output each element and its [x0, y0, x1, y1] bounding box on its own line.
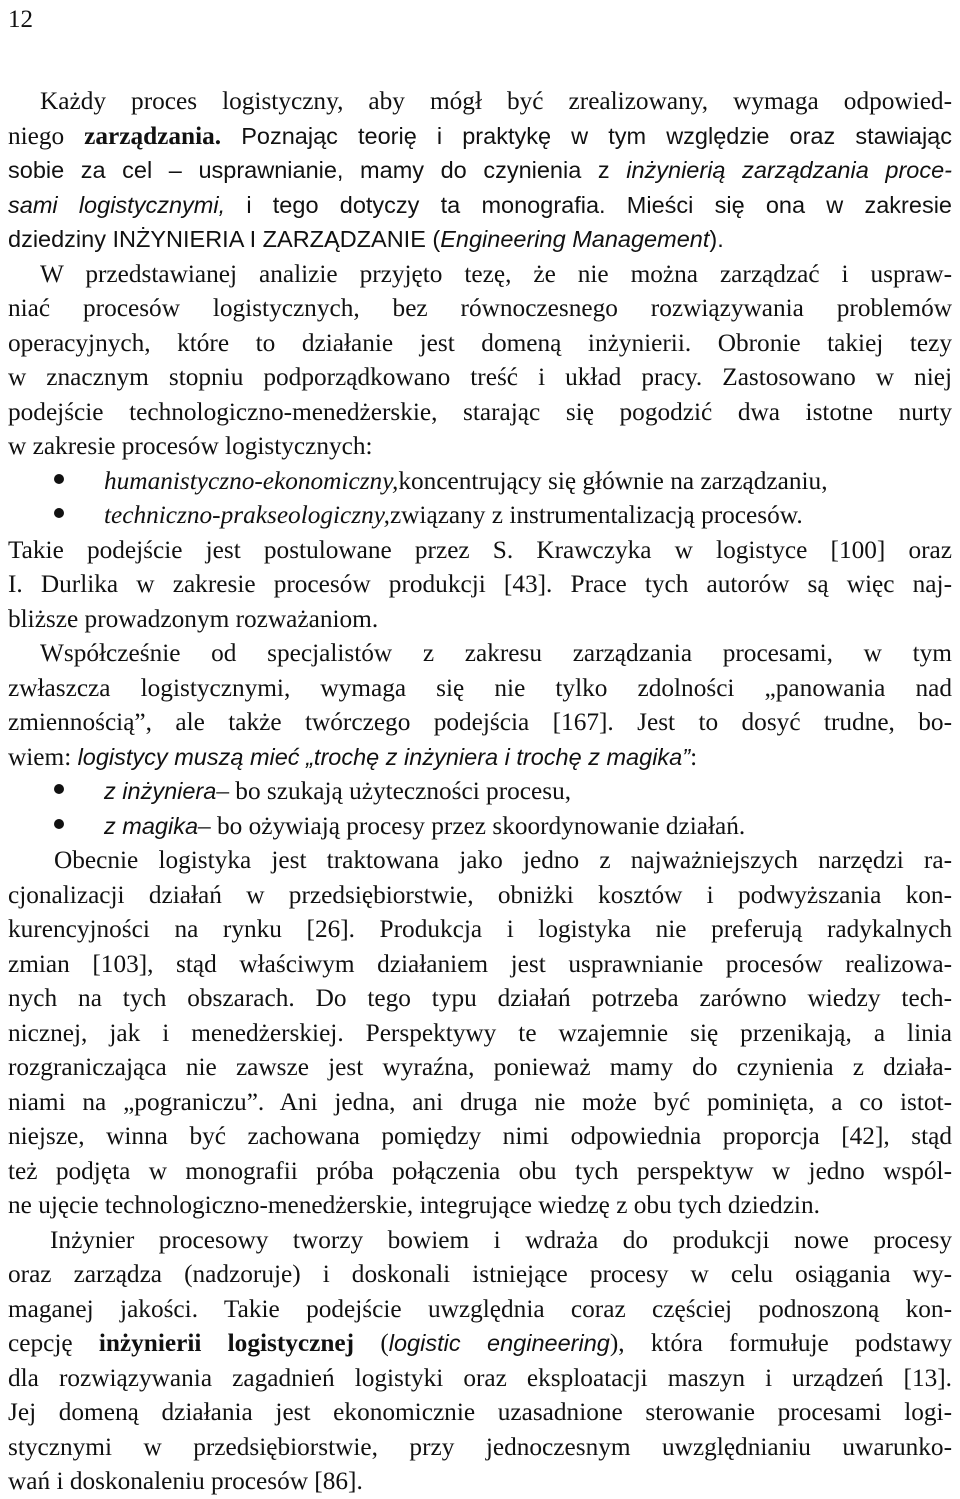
text-line: stycznymi w przedsiębiorstwie, przy jednoczesnym uwzględnianiu uwarunko-: [8, 1432, 952, 1461]
text-line: nicznej, jak i menedżerskiej. Perspektywy te wzajemnie się przenikają, a linia: [8, 1018, 952, 1047]
text-line: wań i doskonaleniu procesów [86].: [8, 1467, 363, 1495]
text-line: I. Durlika w zakresie procesów produkcji [43]. Prace tych autorów są więc naj-: [8, 570, 952, 598]
paragraph-1: [8, 84, 952, 257]
text-line: Obecnie logistyka jest traktowana jako jedno z najważniejszych narzędzi ra-: [54, 846, 952, 874]
list-item: z magika – bo ożywiają procesy przez skoordynowanie działań.: [8, 809, 952, 844]
text-line: ne ujęcie technologiczno-menedżerskie, integrujące wiedzę z obu tych dziedzin.: [8, 1191, 820, 1219]
text-line: kurencyjności na rynku [26]. Produkcja i logistyka nie preferują radykalnych: [8, 915, 952, 943]
text-line: nych na tych obszarach. Do tego typu działań potrzeba zarówno wiedzy tech-: [8, 984, 952, 1012]
text-line: oraz zarządza (nadzoruje) i doskonali istniejące procesy w celu osiągania wy-: [8, 1260, 952, 1288]
paragraph-5: [8, 1223, 952, 1499]
text-line: wiem: logistycy muszą mieć „trochę z inżyniera i trochę z magika”:: [8, 742, 698, 771]
text-line: w zakresie procesów logistycznych:: [8, 432, 373, 460]
text-line: niami na „pograniczu”. Ani jedna, ani druga nie może być pominięta, a co istot-: [8, 1087, 952, 1116]
text-line: dziedziny INŻYNIERIA I ZARZĄDZANIE (Engineering Management).: [8, 226, 724, 252]
text-line: niać procesów logistycznych, bez równoczesnego rozwiązywania problemów: [8, 294, 952, 322]
text-line: też podjęta w monografii próba połączenia obu tych perspektyw w jedno wspól-: [8, 1156, 952, 1185]
text-line: sami logistycznymi, i tego dotyczy ta monografia. Mieści się ona w zakresie: [8, 191, 952, 218]
text-line: cjonalizacji działań w przedsiębiorstwie, obniżki kosztów i podwyższania kon-: [8, 880, 952, 909]
text-line: maganej jakości. Takie podejście uwzględnia coraz częściej podnoszoną kon-: [8, 1294, 952, 1323]
text-line: Każdy proces logistyczny, aby mógł być zrealizowany, wymaga odpowied-: [40, 87, 952, 115]
text-line: niego zarządzania. Poznając teorię i praktykę w tym względzie oraz stawiając: [8, 121, 952, 150]
text-line: rozgraniczająca nie zawsze jest wyraźna, ponieważ mamy do czynienia z działa-: [8, 1053, 952, 1081]
text-line: zmian [103], stąd właściwym działaniem jest usprawnianie procesów realizowa-: [8, 949, 952, 978]
text-line: sobie za cel – usprawnianie, mamy do czynienia z inżynierią zarządzania proce-: [8, 157, 952, 183]
paragraph-2: [8, 257, 952, 637]
text-line: w znacznym stopniu podporządkowano treść i układ pracy. Zastosowano w niej: [8, 363, 952, 391]
text-line: niejsze, winna być zachowana pomiędzy nimi odpowiednia proporcja [42], stąd: [8, 1122, 952, 1150]
text-line: Takie podejście jest postulowane przez S. Krawczyka w logistyce [100] oraz: [8, 535, 952, 564]
paragraph-4: [8, 843, 952, 1223]
text-line: podejście technologiczno-menedżerskie, starając się pogodzić dwa istotne nurty: [8, 397, 952, 426]
text-line: cepcję inżynierii logistycznej (logistic engineering), która formułuje podstawy: [8, 1329, 952, 1357]
list-item: humanistyczno-ekonomiczny, koncentrujący się głównie na zarządzaniu,: [8, 464, 952, 499]
text-line: W przedstawianej analizie przyjęto tezę, że nie można zarządzać i uspraw-: [40, 259, 952, 288]
document-body: [8, 84, 952, 1499]
text-line: dla rozwiązywania zagadnień logistyki oraz eksploatacji maszyn i urządzeń [13].: [8, 1363, 952, 1392]
paragraph-3: [8, 636, 952, 843]
bullet-icon: [54, 508, 64, 518]
text-line: zwłaszcza logistycznymi, wymaga się nie tylko zdolności „panowania nad: [8, 673, 952, 702]
text-line: Współcześnie od specjalistów z zakresu zarządzania procesami, w tym: [40, 639, 952, 667]
list-item: z inżyniera – bo szukają użyteczności procesu,: [8, 774, 952, 809]
page-number: 12: [8, 6, 33, 33]
bullet-icon: [54, 784, 64, 794]
bullet-icon: [54, 819, 64, 829]
list-item: techniczno-prakseologiczny, związany z instrumentalizacją procesów.: [8, 498, 952, 533]
bullet-icon: [54, 474, 64, 484]
text-line: bliższe prowadzonym rozważaniom.: [8, 604, 379, 633]
text-line: operacyjnych, które to działanie jest domeną inżynierii. Obronie takiej tezy: [8, 328, 952, 357]
text-line: Jej domeną działania jest ekonomicznie uzasadnione sterowanie procesami logi-: [8, 1398, 952, 1426]
text-line: zmiennością”, ale także twórczego podejścia [167]. Jest to dosyć trudne, bo-: [8, 708, 952, 736]
text-line: Inżynier procesowy tworzy bowiem i wdraża do produkcji nowe procesy: [50, 1225, 952, 1254]
